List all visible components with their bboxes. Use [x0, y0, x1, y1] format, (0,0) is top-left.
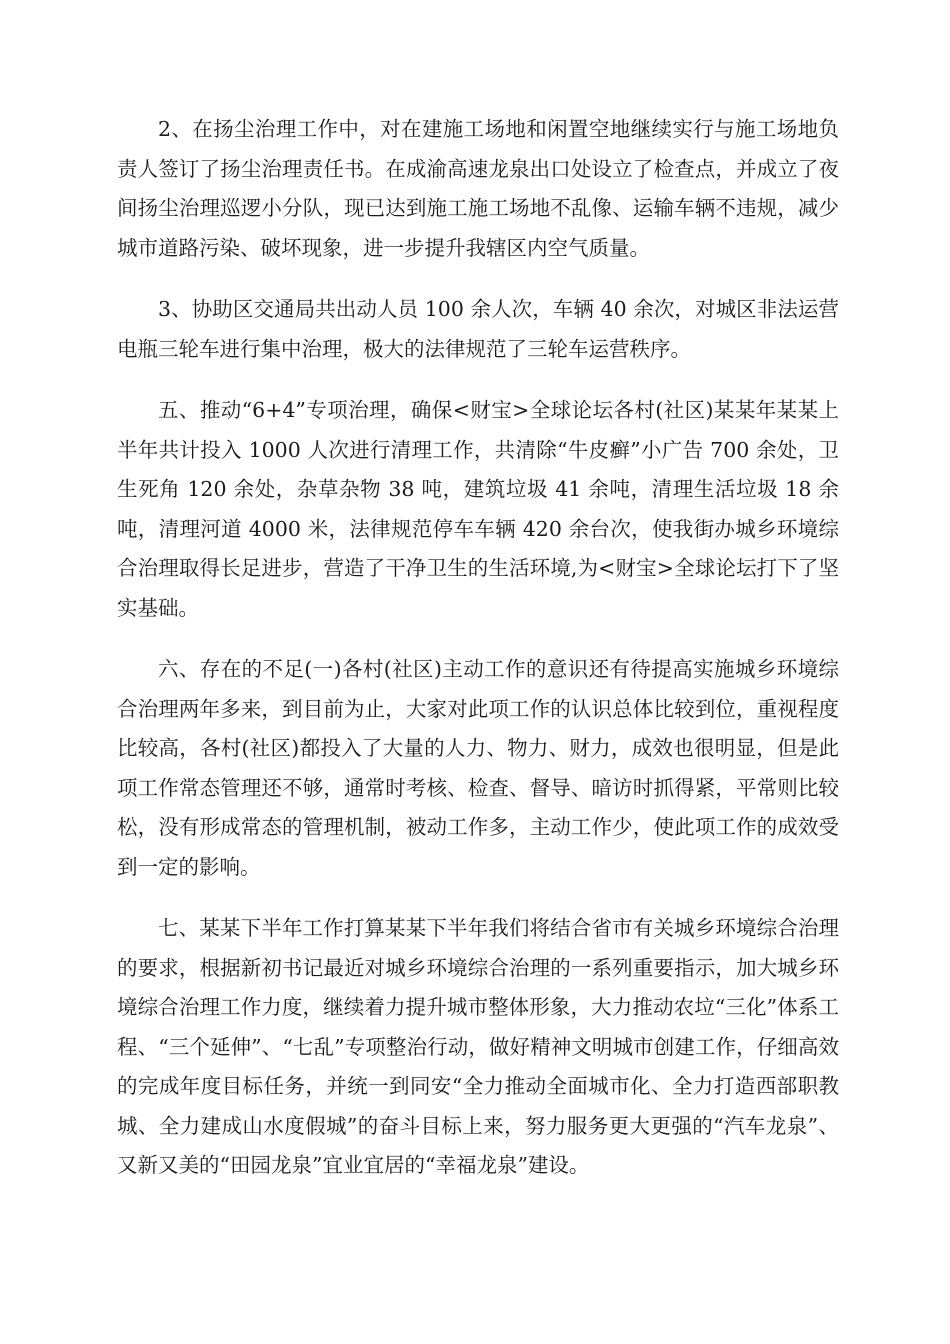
paragraph-work-plan: 七、某某下半年工作打算某某下半年我们将结合省市有关城乡环境综合治理的要求，根据新初书记最近对城乡环境综合治理的一系列重要指示，加大城乡环境综合治理工作力度，继续着力提升城市整体形象，大力推动农垃“三化”体系工程、“三个延伸”、“七乱”专项整治行动，做好精神文明城市创建工作，仔细高效的完成年度目标任务，并统一到同安“全力推动全面城市化、全力打造西部职教城、全力建成山水度假城”的奋斗目标上来，努力服务更大更强的“汽车龙泉”、又新又美的“田园龙泉”宜业宜居的“幸福龙泉”建设。: [117, 916, 839, 1177]
paragraph-dust-control: 2、在扬尘治理工作中，对在建施工场地和闲置空地继续实行与施工场地负责人签订了扬尘治理责任书。在成渝高速龙泉出口处设立了检查点，并成立了夜间扬尘治理巡逻小分队，现已达到施工施工场地不乱像、运输车辆不违规，减少城市道路污染、破坏现象，进一步提升我辖区内空气质量。: [117, 117, 839, 260]
paragraph-shortcomings: 六、存在的不足(一)各村(社区)主动工作的意识还有待提高实施城乡环境综合治理两年多来，到目前为止，大家对此项工作的认识总体比较到位，重视程度比较高，各村(社区)都投入了大量的人力、物力、财力，成效也很明显，但是此项工作常态管理还不够，通常时考核、检查、督导、暗访时抓得紧，平常则比较松，没有形成常态的管理机制，被动工作多，主动工作少，使此项工作的成效受到一定的影响。: [117, 657, 839, 879]
paragraph-tricycle-control: 3、协助区交通局共出动人员 100 余人次，车辆 40 余次，对城区非法运营电瓶三轮车进行集中治理，极大的法律规范了三轮车运营秩序。: [117, 297, 839, 361]
document-body: [117, 110, 839, 1208]
paragraph-special-governance: 五、推动“6+4”专项治理，确保<财宝>全球论坛各村(社区)某某年某某上半年共计投入 1000 人次进行清理工作，共清除“牛皮癣”小广告 700 余处，卫生死角 120 余处，杂草杂物 38 吨，建筑垃圾 41 余吨，清理生活垃圾 18 余吨，清理河道 4000 米，法律规范停车车辆 420 余台次，使我街办城乡环境综合治理取得长足进步，营造了干净卫生的生活环境,为<财宝>全球论坛打下了坚实基础。: [117, 398, 839, 620]
